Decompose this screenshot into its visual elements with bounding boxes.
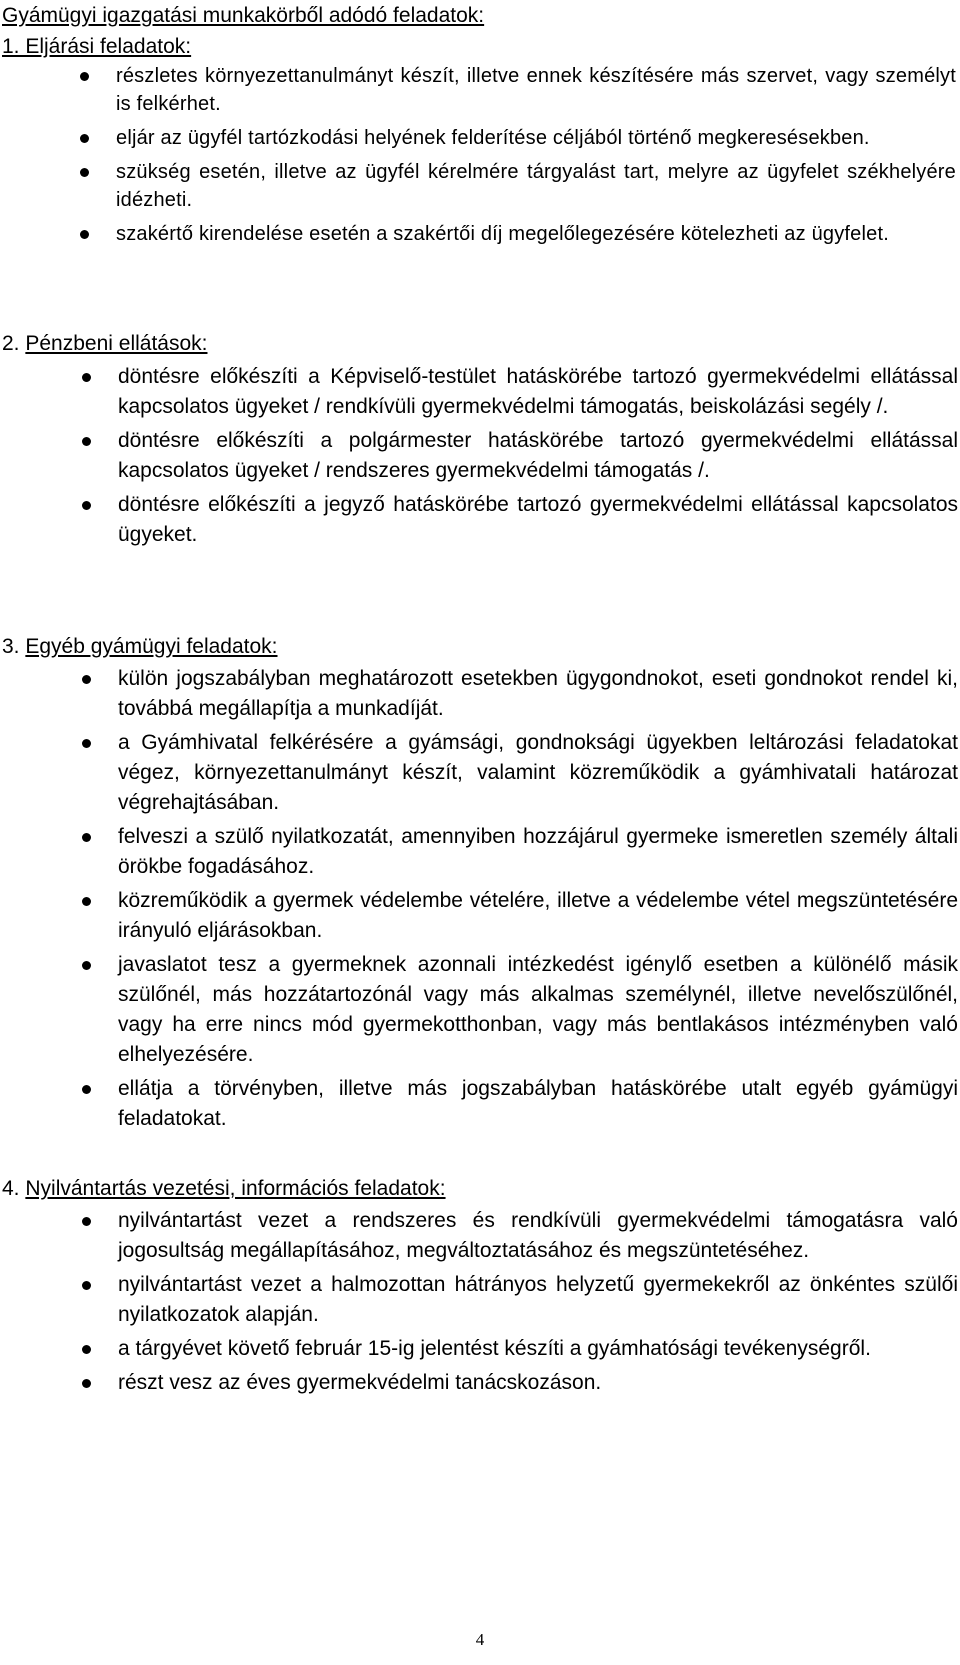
list-item-text: felveszi a szülő nyilatkozatát, amennyiben hozzájárul gyermeke ismeretlen személy általi örökbe fogadásához. (118, 825, 958, 878)
bullet-icon (78, 168, 90, 177)
list-item-text: részletes környezettanulmányt készít, illetve ennek készítésére más szervet, vagy személyt is felkérhet. (116, 65, 956, 115)
list-item (118, 664, 958, 724)
list-item-text: közreműködik a gyermek védelembe vételére, illetve a védelembe vétel megszüntetésére irányuló eljárásokban. (118, 889, 958, 942)
document-title: Gyámügyi igazgatási munkakörből adódó feladatok: (2, 4, 485, 27)
list-item (118, 426, 958, 486)
section-number: 3. (2, 635, 20, 658)
list-item-text: javaslatot tesz a gyermeknek azonnali intézkedést igénylő esetben a különélő másik szülőnél, más hozzátartozónál vagy más alkalmas személynél, illetve nevelőszülőnél, vagy ha erre nincs mód gyermekotthonban, vagy más bentlakásos intézményben való elhelyezésére. (118, 953, 958, 1066)
list-item-text: nyilvántartást vezet a rendszeres és rendkívüli gyermekvédelmi támogatásra való jogosultság megállapításához, megváltoztatásához és megszüntetéséhez. (118, 1209, 958, 1262)
bullet-icon (80, 739, 92, 748)
page-number: 4 (475, 1630, 485, 1649)
section-number: 2. (2, 332, 20, 355)
list-item (118, 1074, 958, 1134)
list-item-text: részt vesz az éves gyermekvédelmi tanácskozáson. (118, 1371, 602, 1394)
section-3-title (0, 633, 942, 661)
list-item-text: ellátja a törvényben, illetve más jogszabályban hatáskörébe utalt egyéb gyámügyi feladatokat. (118, 1077, 958, 1130)
section-4-title (0, 1175, 942, 1203)
bullet-icon (80, 1217, 92, 1226)
bullet-icon (80, 1379, 92, 1388)
bullet-icon (80, 1345, 92, 1354)
list-item (116, 124, 956, 152)
list-item-text: döntésre előkészíti a polgármester hatáskörébe tartozó gyermekvédelmi ellátással kapcsolatos ügyeket / rendszeres gyermekvédelmi támogatás /. (118, 429, 958, 482)
list-item-text: szükség esetén, illetve az ügyfél kérelmére tárgyalást tart, melyre az ügyfelet székhelyére idézheti. (116, 161, 956, 211)
bullet-icon (78, 230, 90, 239)
bullet-icon (78, 134, 90, 143)
section-title-text: Pénzbeni ellátások: (25, 332, 208, 355)
section-title-text: Egyéb gyámügyi feladatok: (25, 635, 278, 658)
section-1-title: 1. Eljárási feladatok: (2, 35, 192, 58)
section-2-title (0, 330, 942, 358)
bullet-icon (80, 1281, 92, 1290)
list-item (116, 62, 956, 118)
list-item-text: döntésre előkészíti a Képviselő-testület hatáskörébe tartozó gyermekvédelmi ellátással kapcsolatos ügyeket / rendkívüli gyermekvédelmi támogatás, beiskolázási segély /. (118, 365, 958, 418)
list-item (118, 362, 958, 422)
list-item-text: a Gyámhivatal felkérésére a gyámsági, gondnoksági ügyekben leltározási feladatokat végez, környezettanulmányt készít, valamint közreműködik a gyámhivatali határozat végrehajtásában. (118, 731, 958, 814)
list-item (118, 1334, 958, 1364)
bullet-icon (80, 1085, 92, 1094)
list-item (118, 950, 958, 1070)
bullet-icon (80, 373, 92, 382)
list-item-text: eljár az ügyfél tartózkodási helyének felderítése céljából történő megkeresésekben. (116, 127, 870, 149)
list-item (118, 1368, 958, 1398)
list-item (118, 490, 958, 550)
bullet-icon (80, 501, 92, 510)
bullet-icon (80, 961, 92, 970)
list-item (118, 1270, 958, 1330)
bullet-icon (78, 72, 90, 81)
list-item (116, 158, 956, 214)
list-item (118, 886, 958, 946)
list-item-text: a tárgyévet követő február 15-ig jelentést készíti a gyámhatósági tevékenységről. (118, 1337, 871, 1360)
list-item-text: külön jogszabályban meghatározott esetekben ügygondnokot, eseti gondnokot rendel ki, továbbá megállapítja a munkadíját. (118, 667, 958, 720)
list-item-text: döntésre előkészíti a jegyző hatáskörébe tartozó gyermekvédelmi ellátással kapcsolatos ügyeket. (118, 493, 958, 546)
bullet-icon (80, 897, 92, 906)
list-item (118, 822, 958, 882)
list-item-text: nyilvántartást vezet a halmozottan hátrányos helyzetű gyermekekről az önkéntes szülői nyilatkozatok alapján. (118, 1273, 958, 1326)
section-4-list (118, 1206, 958, 1402)
section-3-list (118, 664, 958, 1138)
section-1-list (116, 62, 956, 254)
section-number: 4. (2, 1177, 20, 1200)
list-item (116, 220, 956, 248)
bullet-icon (80, 675, 92, 684)
section-2-list (118, 362, 958, 554)
list-item-text: szakértő kirendelése esetén a szakértői díj megelőlegezésére kötelezheti az ügyfelet. (116, 223, 889, 245)
section-title-text: Nyilvántartás vezetési, információs feladatok: (25, 1177, 446, 1200)
list-item (118, 728, 958, 818)
list-item (118, 1206, 958, 1266)
bullet-icon (80, 833, 92, 842)
bullet-icon (80, 437, 92, 446)
